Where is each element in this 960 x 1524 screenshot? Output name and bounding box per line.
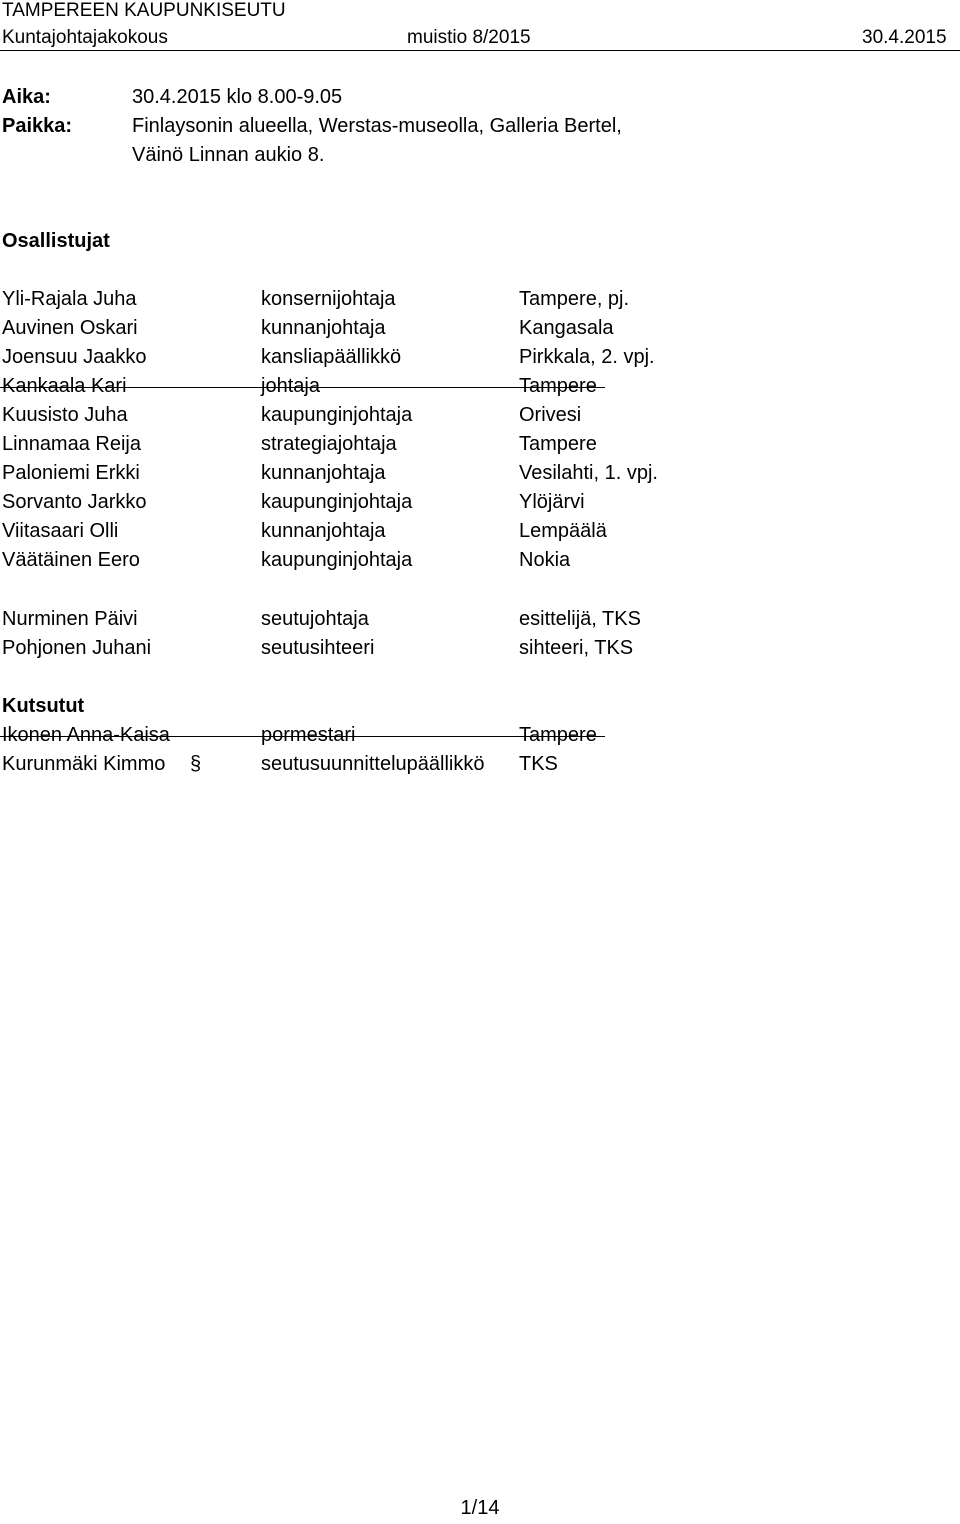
participant-name: Väätäinen Eero [2,549,140,571]
participant-role: kansliapäällikkö [261,346,402,368]
participant-row [0,343,960,372]
participant-row [0,314,960,343]
participant-role: kaupunginjohtaja [261,491,413,513]
participant-name: Kuusisto Juha [2,404,128,426]
participant-org: Tampere, pj. [519,288,630,310]
staff-role: seutusihteeri [261,637,375,659]
meeting-date: 30.4.2015 [862,27,947,48]
participant-role: kaupunginjohtaja [261,549,413,571]
participant-org: Orivesi [519,404,582,426]
staff-name: Nurminen Päivi [2,608,138,630]
participant-row [0,517,960,546]
time-label: Aika: [2,86,51,108]
participant-role: kaupunginjohtaja [261,404,413,426]
participant-row [0,488,960,517]
place-label: Paikka: [2,115,73,137]
participant-row [0,459,960,488]
participant-role: johtaja [261,375,320,397]
participant-org: Tampere [519,375,597,397]
staff-org: esittelijä, TKS [519,608,641,630]
invited-role: seutusuunnittelupäällikkö [261,753,485,775]
invited-row [0,750,960,779]
participant-org: Kangasala [519,317,614,339]
page-number: 1/14 [460,1497,500,1519]
participant-row [0,430,960,459]
place-line-1: Finlaysonin alueella, Werstas-museolla, Galleria Bertel, [132,115,622,137]
participant-role: konsernijohtaja [261,288,396,310]
place-line-2: Väinö Linnan aukio 8. [132,144,325,166]
participant-org: Nokia [519,549,571,571]
participants-title: Osallistujat [2,230,110,252]
staff-org: sihteeri, TKS [519,637,634,659]
section-mark: § [190,753,202,775]
participant-name: Joensuu Jaakko [2,346,147,368]
participant-name: Linnamaa Reija [2,433,141,455]
meeting-name: Kuntajohtajakokous [2,27,168,48]
participant-role: kunnanjohtaja [261,462,386,484]
participant-row [0,546,960,575]
participant-role: kunnanjohtaja [261,520,386,542]
participant-name: Paloniemi Erkki [2,462,140,484]
invited-org: Tampere [519,724,597,746]
staff-row [0,605,960,634]
staff-name: Pohjonen Juhani [2,637,152,659]
invited-name: Ikonen Anna-Kaisa [2,724,170,746]
staff-row [0,634,960,663]
header-line [0,26,960,51]
participant-org: Tampere [519,433,597,455]
participant-row-struck [0,372,960,401]
participant-name: Viitasaari Olli [2,520,119,542]
invited-row-struck [0,721,960,750]
staff-role: seutujohtaja [261,608,369,630]
invited-role: pormestari [261,724,356,746]
memo-number: muistio 8/2015 [407,27,531,48]
organization-name: TAMPEREEN KAUPUNKISEUTU [2,0,286,21]
invited-title: Kutsutut [2,695,85,717]
participant-role: strategiajohtaja [261,433,397,455]
participant-name: Yli-Rajala Juha [2,288,137,310]
time-value: 30.4.2015 klo 8.00-9.05 [132,86,343,108]
participant-role: kunnanjohtaja [261,317,386,339]
participant-name: Auvinen Oskari [2,317,138,339]
participant-name: Kankaala Kari [2,375,127,397]
invited-org: TKS [519,753,558,775]
participant-org: Lempäälä [519,520,607,542]
participant-name: Sorvanto Jarkko [2,491,147,513]
participant-row [0,401,960,430]
invited-name: Kurunmäki Kimmo [2,753,166,775]
participant-org: Pirkkala, 2. vpj. [519,346,655,368]
participant-org: Vesilahti, 1. vpj. [519,462,658,484]
participant-row [0,285,960,314]
participant-org: Ylöjärvi [519,491,585,513]
